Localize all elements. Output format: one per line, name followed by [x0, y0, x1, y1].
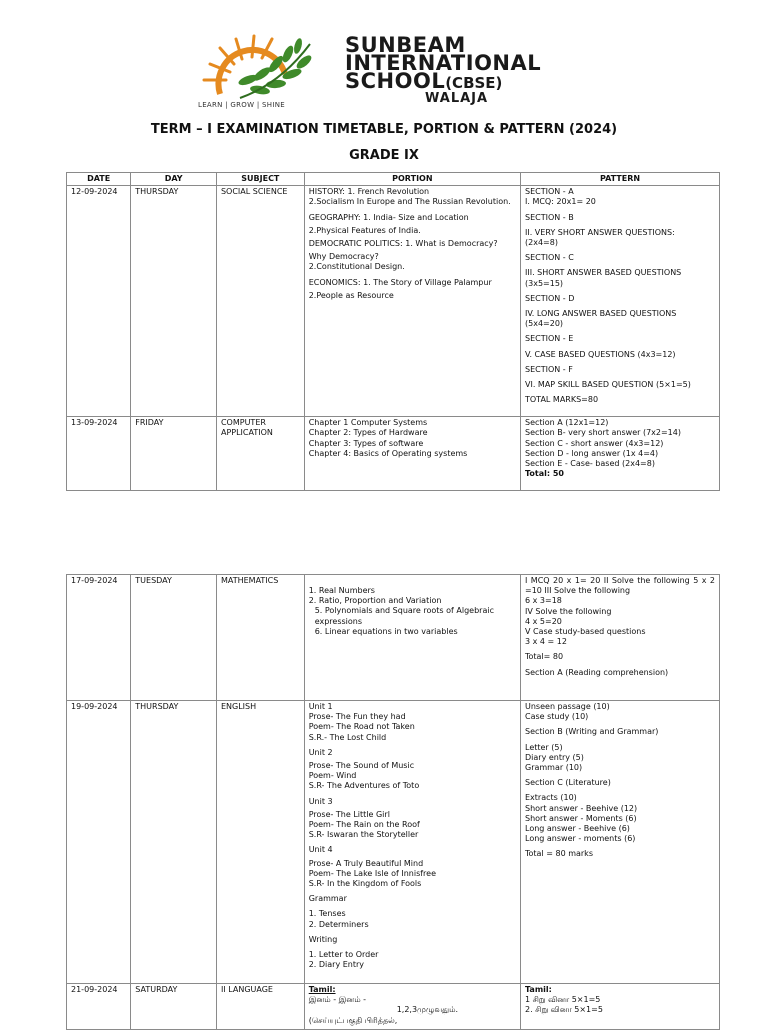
pattern-line: TOTAL MARKS=80 [525, 395, 599, 405]
cell-subject: SOCIAL SCIENCE [216, 186, 304, 417]
unit-heading: Unit 2 [308, 747, 333, 757]
pattern-total: Total= 80 [525, 652, 564, 662]
cell-pattern [521, 575, 720, 701]
pattern-line: Section C - short answer (4x3=12) [525, 438, 664, 448]
portion-line: S.R- In the Kingdom of Fools [308, 879, 422, 889]
cell-day: FRIDAY [131, 417, 217, 491]
school-header [0, 0, 768, 112]
school-tagline: LEARN | GROW | SHINE [198, 101, 285, 109]
pattern-line: Short answer - Beehive (12) [525, 803, 638, 813]
school-name-line1: SUNBEAM [345, 33, 466, 57]
school-board: (CBSE) [445, 74, 503, 92]
page-title: TERM – I EXAMINATION TIMETABLE, PORTION & PATTERN (2024) [150, 122, 618, 137]
school-place: WALAJA [425, 91, 489, 106]
pattern-line: SECTION - F [525, 364, 573, 374]
portion-line: 2.Physical Features of India. [308, 225, 421, 235]
portion-line: (செய்யுட்பகுதி பிரித்தல், [308, 1015, 398, 1025]
cell-portion [304, 417, 520, 491]
pattern-line: (5x4=20) [525, 319, 564, 329]
portion-line: 2. Diary Entry [308, 960, 365, 970]
table-row [67, 701, 720, 984]
pattern-line: Diary entry (5) [525, 752, 584, 762]
cell-date: 21-09-2024 [67, 984, 131, 1030]
pattern-line: Letter (5) [525, 742, 563, 752]
portion-line: DEMOCRATIC POLITICS: 1. What is Democracy? [308, 239, 498, 249]
school-name [345, 33, 605, 106]
portion-line: Why Democracy? [308, 252, 379, 262]
pattern-line: Extracts (10) [525, 793, 577, 803]
cell-portion [304, 701, 520, 984]
pattern-line: Section D - long answer (1x 4=4) [525, 448, 659, 458]
portion-line: Poem- Wind [308, 771, 357, 781]
pattern-line: 6 x 3=18 [525, 596, 562, 606]
cell-pattern [521, 701, 720, 984]
pattern-line: II. VERY SHORT ANSWER QUESTIONS: [525, 227, 675, 237]
cell-date: 13-09-2024 [67, 417, 131, 491]
pattern-heading: Tamil: [525, 985, 552, 994]
pattern-line: 3 x 4 = 12 [525, 637, 567, 647]
cell-portion [304, 575, 520, 701]
portion-heading: Tamil: [308, 985, 336, 994]
cell-date: 19-09-2024 [67, 701, 131, 984]
portion-line: 2. Ratio, Proportion and Variation [308, 596, 442, 606]
school-name-line3: SCHOOL [345, 69, 446, 93]
portion-line: 1. Letter to Order [308, 950, 379, 960]
portion-line: Prose- The Fun they had [308, 712, 406, 722]
portion-line: S.R- Iswaran the Storyteller [308, 830, 419, 840]
table-row [67, 984, 720, 1030]
pattern-line: Long answer - moments (6) [525, 834, 636, 844]
table-row [67, 417, 720, 491]
portion-line: 2.Socialism In Europe and The Russian Revolution. [308, 197, 511, 207]
header-subject: SUBJECT [216, 173, 304, 186]
unit-heading: Unit 3 [308, 796, 333, 806]
cell-pattern [521, 417, 720, 491]
grammar-heading: Grammar [308, 894, 347, 904]
pattern-line: I. MCQ: 20x1= 20 [525, 197, 596, 207]
sunbeam-logo-icon [190, 34, 340, 110]
portion-line: 5. Polynomials and Square roots of Algebraic expressions [314, 606, 494, 626]
portion-line: Chapter 4: Basics of Operating systems [308, 448, 468, 458]
pattern-line: SECTION - D [525, 293, 575, 303]
cell-portion [304, 984, 520, 1030]
portion-line: ECONOMICS: 1. The Story of Village Palampur [308, 277, 492, 287]
pattern-line: Long answer - Beehive (6) [525, 824, 630, 834]
pattern-line: Section E - Case- based (2x4=8) [525, 459, 655, 469]
cell-subject: COMPUTER APPLICATION [216, 417, 304, 491]
portion-line: Prose- The Sound of Music [308, 761, 415, 771]
pattern-line: Unseen passage (10) [525, 702, 610, 711]
pattern-line: V Case study-based questions [525, 627, 646, 637]
pattern-line: Grammar (10) [525, 763, 583, 773]
grade-title: GRADE IX [349, 148, 419, 163]
header-pattern: PATTERN [521, 173, 720, 186]
writing-heading: Writing [308, 934, 338, 944]
portion-line: இனம் - இனம் - [308, 995, 367, 1005]
portion-line: 2.Constitutional Design. [308, 262, 405, 272]
pattern-total: Total: 50 [525, 469, 564, 479]
pattern-line: III. SHORT ANSWER BASED QUESTIONS [525, 268, 682, 278]
portion-line: Poem- The Road not Taken [308, 722, 415, 732]
portion-line: 2. Determiners [308, 919, 369, 929]
portion-line: Chapter 1 Computer Systems [308, 418, 428, 428]
portion-line: HISTORY: 1. French Revolution [308, 187, 430, 197]
cell-day: THURSDAY [131, 701, 217, 984]
cell-day: THURSDAY [131, 186, 217, 417]
pattern-total: Total = 80 marks [525, 849, 593, 859]
portion-line: Prose- The Little Girl [308, 809, 390, 819]
cell-day: SATURDAY [131, 984, 217, 1030]
cell-subject: II LANGUAGE [216, 984, 304, 1030]
pattern-line: IV. LONG ANSWER BASED QUESTIONS [525, 309, 677, 319]
unit-heading: Unit 4 [308, 845, 333, 855]
pattern-line: (3x5=15) [525, 278, 564, 288]
pattern-line: 4 x 5=20 [525, 616, 562, 626]
pattern-line: SECTION - E [525, 334, 574, 344]
pattern-intro: I MCQ 20 x 1= 20 II Solve the following 5 x 2 =10 III Solve the following [525, 576, 715, 596]
portion-line: Poem- The Rain on the Roof [308, 820, 420, 830]
pattern-line: SECTION - C [525, 253, 574, 263]
portion-line: 1,2,3முழுவதும். [396, 1005, 459, 1015]
pattern-section-a: Section A (Reading comprehension) [525, 667, 669, 677]
pattern-line: Short answer - Moments (6) [525, 813, 637, 823]
unit-heading: Unit 1 [308, 702, 333, 711]
portion-line: Chapter 3: Types of software [308, 438, 424, 448]
pattern-section-c: Section C (Literature) [525, 778, 611, 788]
portion-line: 2.People as Resource [308, 290, 394, 300]
portion-line: 1. Tenses [308, 909, 346, 919]
portion-line: Chapter 2: Types of Hardware [308, 428, 428, 438]
cell-subject: MATHEMATICS [216, 575, 304, 701]
pattern-line: SECTION - B [525, 212, 574, 222]
table-row [67, 575, 720, 701]
portion-line: 6. Linear equations in two variables [314, 626, 458, 636]
pattern-line: Section A (12x1=12) [525, 418, 609, 428]
timetable-part1 [66, 172, 720, 491]
portion-line: Prose- A Truly Beautiful Mind [308, 858, 424, 868]
cell-date: 17-09-2024 [67, 575, 131, 701]
header-portion: PORTION [304, 173, 520, 186]
pattern-line: (2x4=8) [525, 238, 558, 248]
timetable-part2 [66, 574, 720, 1030]
portion-line: S.R.- The Lost Child [308, 732, 387, 742]
pattern-line: IV Solve the following [525, 606, 612, 616]
pattern-line: 2. சிறு வினா 5×1=5 [525, 1005, 603, 1015]
pattern-line: VI. MAP SKILL BASED QUESTION (5×1=5) [525, 380, 691, 390]
pattern-line: SECTION - A [525, 187, 574, 197]
cell-portion [304, 186, 520, 417]
school-name-line2: INTERNATIONAL [345, 51, 542, 75]
pattern-section-b: Section B (Writing and Grammar) [525, 727, 659, 737]
pattern-line: Case study (10) [525, 712, 589, 722]
header-day: DAY [131, 173, 217, 186]
cell-day: TUESDAY [131, 575, 217, 701]
cell-subject: ENGLISH [216, 701, 304, 984]
portion-line: Poem- The Lake Isle of Innisfree [308, 868, 437, 878]
portion-line: 1. Real Numbers [308, 586, 375, 595]
cell-pattern [521, 984, 720, 1030]
pattern-line: V. CASE BASED QUESTIONS (4x3=12) [525, 349, 676, 359]
portion-line: GEOGRAPHY: 1. India- Size and Location [308, 212, 469, 222]
header-date: DATE [67, 173, 131, 186]
table-header-row [67, 173, 720, 186]
portion-line: S.R- The Adventures of Toto [308, 781, 420, 791]
pattern-line: 1 சிறு வினா 5×1=5 [525, 995, 601, 1005]
cell-pattern [521, 186, 720, 417]
pattern-line: Section B- very short answer (7x2=14) [525, 428, 681, 438]
cell-date: 12-09-2024 [67, 186, 131, 417]
table-row [67, 186, 720, 417]
